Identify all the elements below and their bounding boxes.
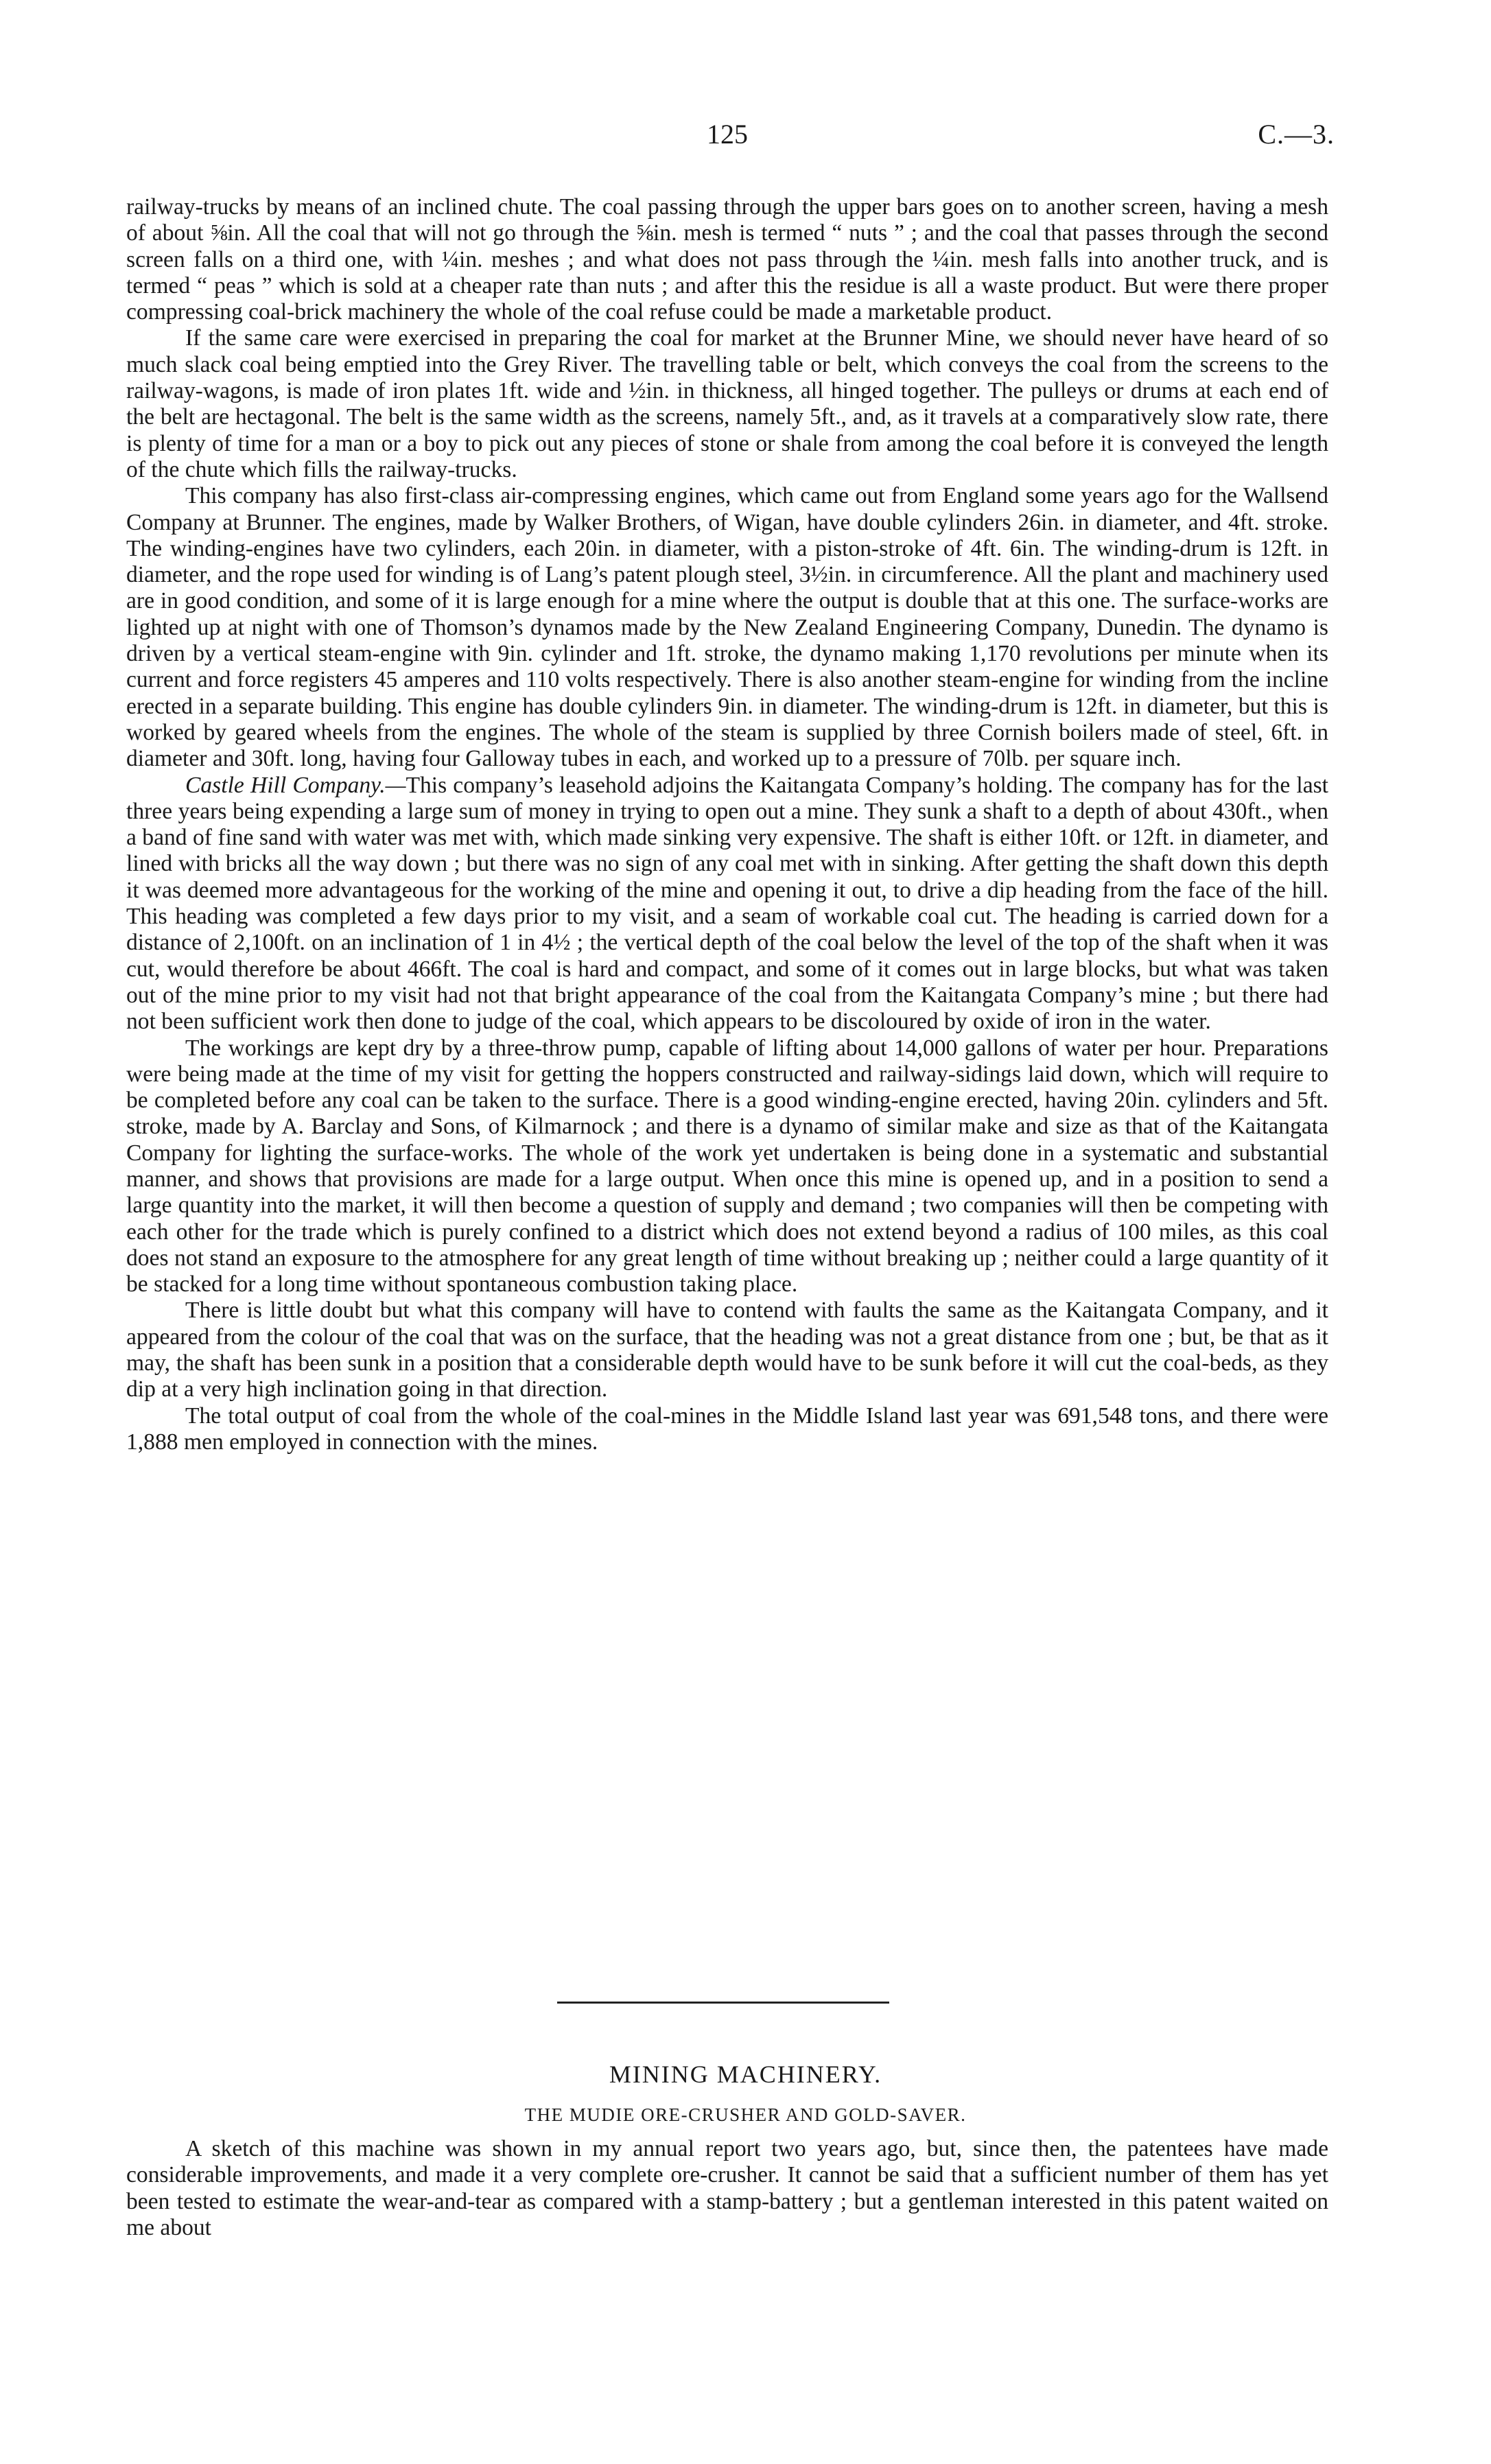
main-text [126,194,1328,1455]
paragraph-castle-hill [126,773,1328,1035]
castle-hill-text: This company’s leasehold adjoins the Kaitangata Company’s holding. The company has for the last three years being expending a large sum of money in trying to open out a mine. They sunk a shaft to a depth of about 430ft., when a band of fine sand with water was met with, which made sinking very expensive. The shaft is either 10ft. or 12ft. in diameter, and lined with bricks all the way down ; but there was no sign of any coal met with in sinking. After getting the shaft down this depth it was deemed more advantageous for the working of the mine and opening it out, to drive a dip heading from the face of the hill. This heading was completed a few days prior to my visit, and a seam of workable coal cut. The heading is carried down for a distance of 2,100ft. on an inclination of 1 in 4½ ; the vertical depth of the coal below the level of the top of the shaft when it was cut, would therefore be about 466ft. The coal is hard and compact, and some of it comes out in large blocks, but what was taken out of the mine prior to my visit had not that bright appearance of the coal from the Kaitangata Company’s mine ; but there had not been sufficient work then done to judge of the coal, which appears to be discoloured by oxide of iron in the water. [126,772,1329,1035]
section-title: MINING MACHINERY. [609,2061,882,2088]
page-header [0,118,1491,159]
paragraph-ore-crusher: A sketch of this machine was shown in my annual report two years ago, but, since then, the patentees have made considerable improvements, and made it a very complete ore-crusher. It cannot be said that a sufficient number of them has yet been tested to estimate the wear-and-tear as compared with a stamp-battery ; but a gentleman interested in this patent waited on me about [126,2136,1328,2240]
castle-hill-heading: Castle Hill Company.— [185,772,406,798]
document-code: C.—3. [1258,119,1335,150]
paragraph-total-output: The total output of coal from the whole of the coal-mines in the Middle Island last year was 691,548 tons, and there were 1,888 men employed in connection with the mines. [126,1403,1328,1455]
paragraph-brunner-mine: If the same care were exercised in preparing the coal for market at the Brunner Mine, we should never have heard of so much slack coal being emptied into the Grey River. The travelling table or belt, which conveys the coal from the screens to the railway-wagons, is made of iron plates 1ft. wide and ½in. in thickness, all hinged together. The pulleys or drums at each end of the belt are hectagonal. The belt is the same width as the screens, namely 5ft., and, as it travels at a comparatively slow rate, there is plenty of time for a man or a boy to pick out any pieces of stone or shale from among the coal before it is conveyed the length of the chute which fills the railway-trucks. [126,325,1328,482]
paragraph-workings: The workings are kept dry by a three-throw pump, capable of lifting about 14,000 gallons of water per hour. Preparations were being made at the time of my visit for getting the hoppers constructed and railway-sidings laid down, which will require to be completed before any coal can be taken to the surface. There is a good winding-engine erected, having 20in. cylinders and 5ft. stroke, made by A. Barclay and Sons, of Kilmarnock ; and there is a dynamo of similar make and size as that of the Kaitangata Company for lighting the surface-works. The whole of the work yet undertaken is being done in a systematic and substantial manner, and shows that provisions are made for a large output. When once this mine is opened up, and in a position to send a large quantity into the market, it will then become a question of supply and demand ; two companies will then be competing with each other for the trade which is purely confined to a district which does not extend beyond a radius of 100 miles, as this coal does not stand an exposure to the atmosphere for any great length of time without breaking up ; neither could a large quantity of it be stacked for a long time without spontaneous combustion taking place. [126,1035,1328,1298]
section-text [126,2136,1328,2241]
paragraph-screens: railway-trucks by means of an inclined chute. The coal passing through the upper bars goes on to another screen, having a mesh of about ⅝in. All the coal that will not go through the ⅝in. mesh is termed “ nuts ” ; and the coal that passes through the second screen falls on a third one, with ¼in. meshes ; and what does not pass through the ¼in. mesh falls into another truck, and is termed “ peas ” which is sold at a cheaper rate than nuts ; and after this the residue is all a waste product. But were there proper compressing coal-brick machinery the whole of the coal refuse could be made a marketable product. [126,194,1328,325]
subsection-title: THE MUDIE ORE-CRUSHER AND GOLD-SAVER. [524,2104,967,2125]
paragraph-engines: This company has also first-class air-compressing engines, which came out from England some years ago for the Wallsend Company at Brunner. The engines, made by Walker Brothers, of Wigan, have double cylinders 26in. in diameter, and 4ft. stroke. The winding-engines have two cylinders, each 20in. in diameter, with a piston-stroke of 4ft. 6in. The winding-drum is 12ft. in diameter, and the rope used for winding is of Lang’s patent plough steel, 3½in. in circumference. All the plant and machinery used are in good condition, and some of it is large enough for a mine where the output is double that at this one. The surface-works are lighted up at night with one of Thomson’s dynamos made by the New Zealand Engineering Company, Dunedin. The dynamo is driven by a vertical steam-engine with 9in. cylinder and 1ft. stroke, the dynamo making 1,170 revolutions per minute when its current and force registers 45 amperes and 110 volts respectively. There is also another steam-engine for winding from the incline erected in a separate building. This engine has double cylinders 9in. in diameter. The winding-drum is 12ft. in diameter, but this is worked by geared wheels from the engines. The whole of the steam is supplied by three Cornish boilers made of steel, 6ft. in diameter and 30ft. long, having four Galloway tubes in each, and worked up to a pressure of 70lb. per square inch. [126,483,1328,772]
paragraph-faults: There is little doubt but what this company will have to contend with faults the same as the Kaitangata Company, and it appeared from the colour of the coal that was on the surface, that the heading was not a great distance from one ; but, be that as it may, the shaft has been sunk in a position that a considerable depth would have to be sunk before it will cut the coal-beds, as they dip at a very high inclination going in that direction. [126,1298,1328,1403]
page-number: 125 [707,119,748,150]
section-divider [557,2002,889,2004]
